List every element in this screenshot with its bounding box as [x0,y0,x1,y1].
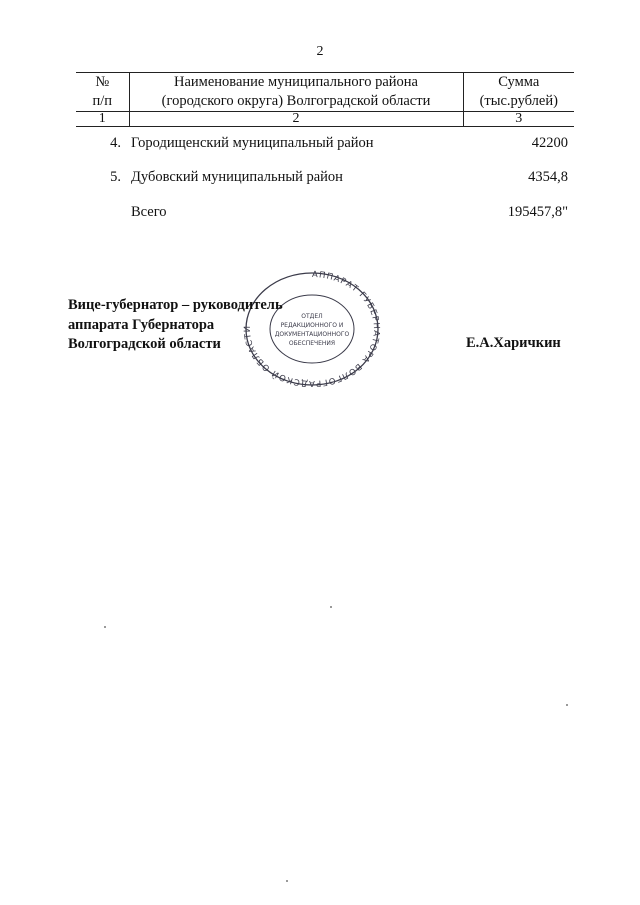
column-number-1: 1 [76,112,129,127]
signer-name: Е.А.Харичкин [466,335,561,351]
total-row-empty-cell [76,195,129,230]
table-row [76,160,574,195]
signatory-position [68,296,283,355]
scan-speck [566,704,568,706]
signatory-line-3: Волгоградской области [68,336,221,352]
page-number: 2 [316,44,324,59]
stamp-inner-line-1: ОТДЕЛ [301,313,323,320]
table-row [76,127,574,161]
header-number-line-1: № [95,74,110,90]
header-sum-line-1: Сумма [498,74,540,90]
signatory-line-2: аппарата Губернатора [68,316,215,333]
header-sum-line-2: (тыс.рублей) [479,93,558,109]
row-sum: 4354,8 [528,169,568,185]
stamp-inner-line-3: ДОКУМЕНТАЦИОННОГО [274,331,350,338]
scan-speck [286,880,288,882]
column-number-2: 2 [129,112,463,127]
scan-speck [330,606,332,608]
scan-speck [104,626,106,628]
header-sum [463,73,574,112]
total-row [76,195,574,230]
row-district-name: Городищенский муниципальный район [131,135,374,151]
total-sum: 195457,8" [507,204,568,220]
header-name [129,73,463,112]
header-name-line-1: Наименование муниципального района [174,74,418,90]
header-name-line-2: (городского округа) Волгоградской области [161,93,431,109]
column-number-row [76,112,574,127]
row-number: 5. [110,169,121,185]
row-number: 4. [110,135,121,151]
stamp-outer-text: АППАРАТ ГУБЕРНАТОРА ВОЛГОГРАДСКОЙ ОБЛАСТИ [242,269,382,387]
header-number [76,73,129,112]
table-header-row [76,73,574,112]
column-number-3: 3 [463,112,574,127]
row-district-name: Дубовский муниципальный район [131,169,343,185]
total-label: Всего [131,204,167,220]
budget-table [76,72,574,230]
header-number-line-2: п/п [92,93,113,109]
stamp-inner-line-4: ОБЕСПЕЧЕНИЯ [288,340,336,347]
stamp-inner-line-2: РЕДАКЦИОННОГО И [280,322,344,329]
row-sum: 42200 [531,135,568,151]
signatory-line-1: Вице-губернатор – руководитель [68,297,283,313]
